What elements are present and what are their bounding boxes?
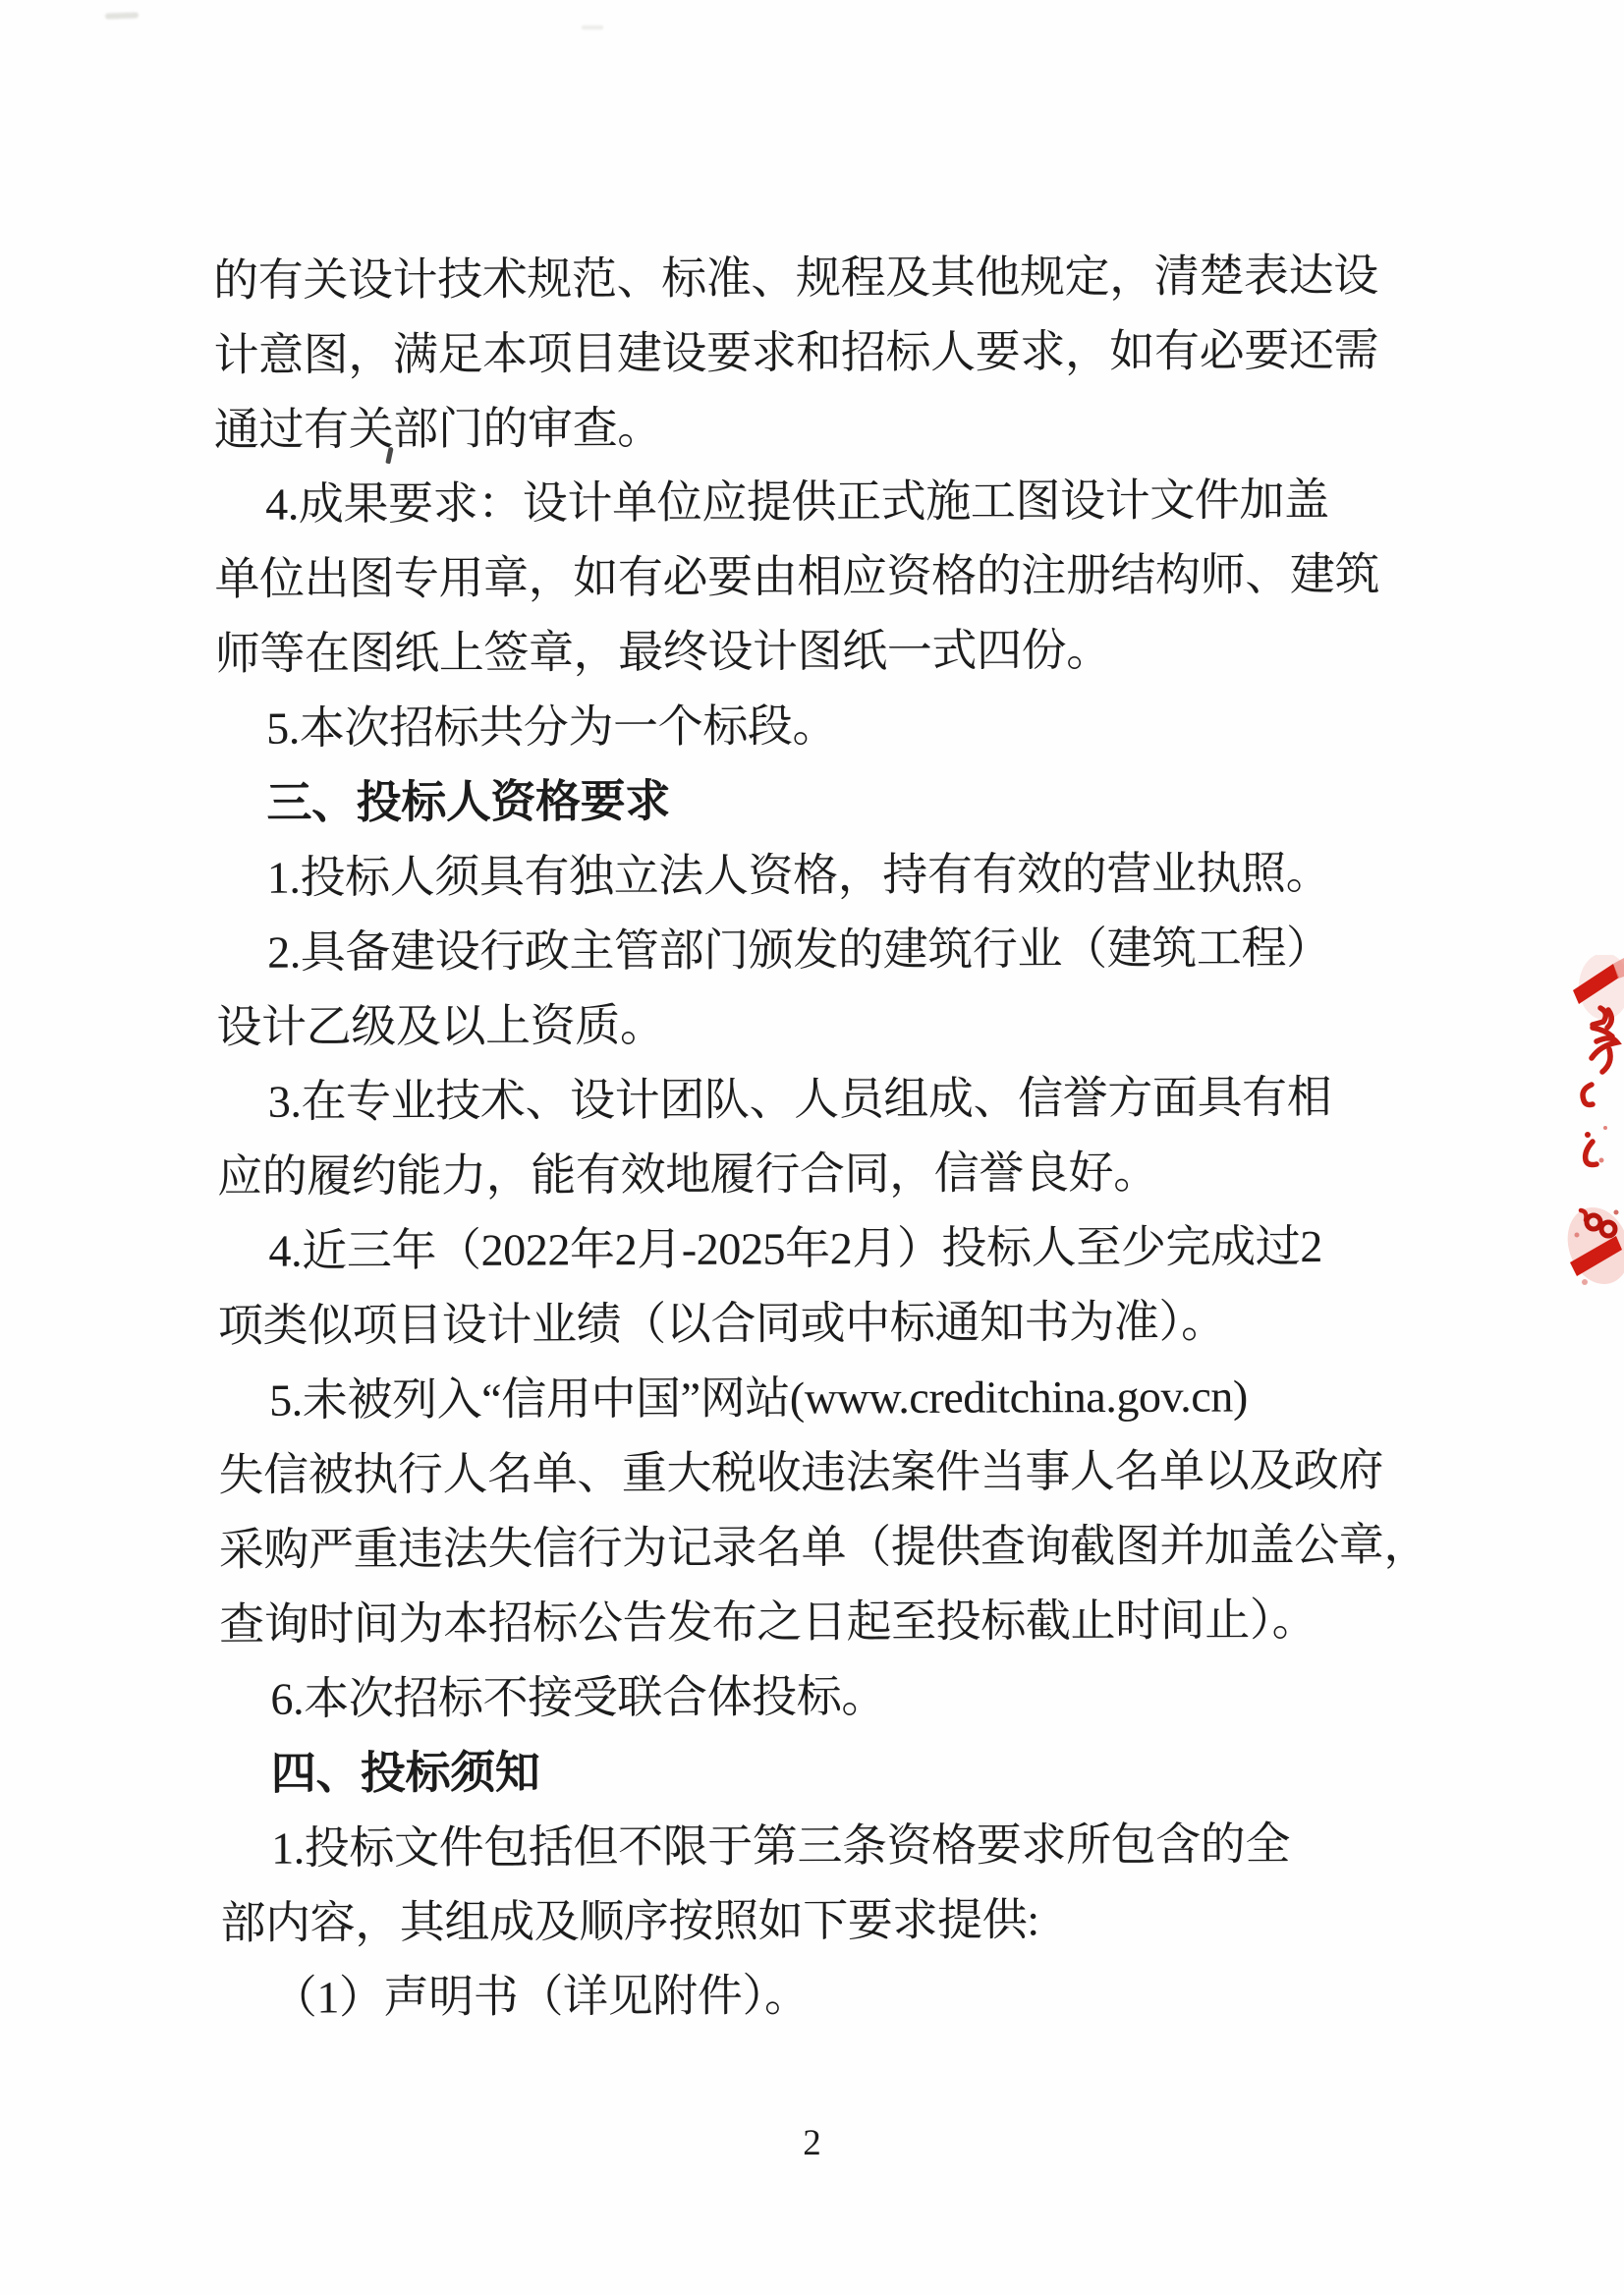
text-line: 2.具备建设行政主管部门颁发的建筑行业（建筑工程） xyxy=(267,923,1331,978)
page-number: 2 xyxy=(803,2123,821,2163)
text-line: 设计乙级及以上资质。 xyxy=(216,1000,665,1052)
section-heading-line: 三、投标人资格要求 xyxy=(266,775,670,828)
text-line: （1）声明书（详见附件）。 xyxy=(271,1970,810,2023)
text-line: 3.在专业技术、设计团队、人员组成、信誉方面具有相 xyxy=(267,1072,1332,1127)
text-line: 4.近三年（2022年2月-2025年2月）投标人至少完成过2 xyxy=(268,1221,1322,1276)
text-line: 通过有关部门的审查。 xyxy=(213,403,662,455)
text-line: 6.本次招标不接受联合体投标。 xyxy=(270,1671,887,1724)
text-line: 1.投标人须具有独立法人资格，持有有效的营业执照。 xyxy=(266,848,1331,903)
text-line: 项类似项目设计业绩（以合同或中标通知书为准）。 xyxy=(217,1296,1226,1351)
text-line: 5.未被列入“信用中国”网站(www.creditchina.gov.cn) xyxy=(269,1371,1248,1426)
text-line: 1.投标文件包括但不限于第三条资格要求所包含的全 xyxy=(271,1819,1291,1874)
text-line: 单位出图专用章，如有必要由相应资格的注册结构师、建筑 xyxy=(214,548,1380,604)
section-heading-line: 四、投标须知 xyxy=(270,1747,540,1799)
text-line: 查询时间为本招标公告发布之日起至投标截止时间止）。 xyxy=(219,1595,1317,1650)
text-line: 5.本次招标共分为一个标段。 xyxy=(266,700,838,754)
scan-artifact-smudge xyxy=(105,12,139,19)
text-line: 采购严重违法失信行为记录名单（提供查询截图并加盖公章， xyxy=(218,1519,1429,1575)
scan-artifact-smudge xyxy=(582,26,603,29)
text-line: 应的履约能力，能有效地履行合同，信誉良好。 xyxy=(217,1147,1158,1202)
text-line: 部内容，其组成及顺序按照如下要求提供: xyxy=(220,1894,1039,1948)
document-body xyxy=(213,239,1430,2036)
text-line: 师等在图纸上签章，最终设计图纸一式四份。 xyxy=(214,625,1111,679)
text-line: 失信被执行人名单、重大税收违法案件当事人名单以及政府 xyxy=(218,1444,1384,1500)
text-line: 计意图，满足本项目建设要求和招标人要求，如有必要还需 xyxy=(213,324,1379,380)
text-line: 4.成果要求：设计单位应提供正式施工图设计文件加盖 xyxy=(265,475,1329,530)
red-seal-stamp-icon xyxy=(1565,955,1624,1294)
text-line: 的有关设计技术规范、标准、规程及其他规定，清楚表达设 xyxy=(213,250,1378,306)
